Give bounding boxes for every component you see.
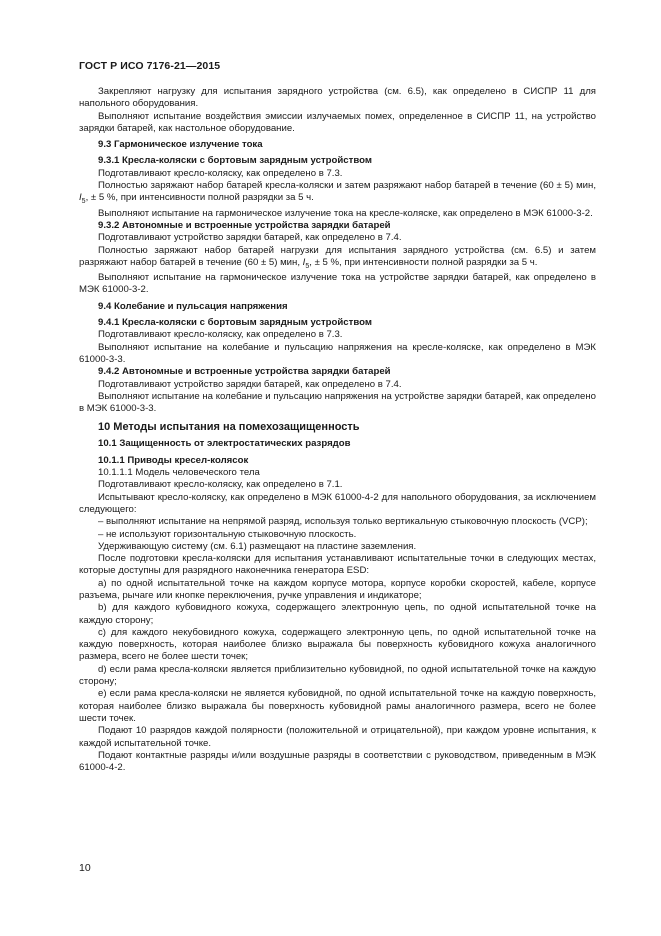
text-part: , ± 5 %, при интенсивности полной разрядки за 5 ч. bbox=[85, 192, 314, 204]
section-heading-10-1: 10.1 Защищенность от электростатических разрядов bbox=[98, 438, 351, 450]
paragraph: Подают 10 разрядов каждой полярности (положительной и отрицательной), при каждом уровне испытания, к каждой испытательной точке. bbox=[79, 725, 596, 749]
paragraph: Подготавливают устройство зарядки батарей, как определено в 7.4. bbox=[98, 378, 402, 390]
current-subscript: 5 bbox=[305, 262, 310, 270]
text-part: , ± 5 %, при интенсивности полной разрядки за 5 ч. bbox=[309, 256, 538, 268]
paragraph: Выполняют испытание на гармоническое излучение тока на устройстве зарядки батарей, как определено в МЭК 61000-3-2. bbox=[79, 272, 596, 296]
section-heading-9-4: 9.4 Колебание и пульсация напряжения bbox=[98, 300, 288, 312]
subsection-heading-9-3-2: 9.3.2 Автономные и встроенные устройства зарядки батарей bbox=[98, 219, 391, 231]
subsection-heading-9-4-2: 9.4.2 Автономные и встроенные устройства зарядки батарей bbox=[98, 366, 391, 378]
current-subscript: 5 bbox=[81, 198, 86, 206]
paragraph: Подают контактные разряды и/или воздушные разряды в соответствии с руководством, приведенным в МЭК 61000-4-2. bbox=[79, 749, 596, 774]
paragraph: Подготавливают кресло-коляску, как определено в 7.1. bbox=[98, 479, 343, 491]
current-symbol: I bbox=[79, 192, 82, 204]
page-body bbox=[79, 86, 596, 774]
section-heading-9-3: 9.3 Гармоническое излучение тока bbox=[98, 139, 263, 151]
current-symbol: I bbox=[302, 256, 306, 268]
subsection-heading-9-4-1: 9.4.1 Кресла-коляски с бортовым зарядным устройством bbox=[98, 317, 372, 329]
paragraph: Испытывают кресло-коляску, как определено в МЭК 61000-4-2 для напольного оборудования, за исключением следующего: bbox=[79, 491, 596, 515]
paragraph: Подготавливают кресло-коляску, как определено в 7.3. bbox=[98, 167, 343, 179]
list-item-dash: – не используют горизонтальную стыковочную плоскость. bbox=[98, 528, 357, 540]
paragraph: Выполняют испытание воздействия эмиссии излучаемых помех, определенное в СИСПР 11, на устройство зарядки батарей, как настольное оборудование. bbox=[79, 110, 596, 134]
page-number: 10 bbox=[79, 862, 91, 874]
subsection-heading-9-3-1: 9.3.1 Кресла-коляски с бортовым зарядным устройством bbox=[98, 155, 372, 167]
paragraph: Подготавливают кресло-коляску, как определено в 7.3. bbox=[98, 329, 343, 341]
text-part: Полностью заряжают набор батарей кресла-коляски и затем разряжают набор батарей в течение (60 ± 5) мин, bbox=[98, 180, 596, 192]
list-item-e: e) если рама кресла-коляски не является кубовидной, по одной испытательной точке на каждую поверхность, которая наиболее близко выражала бы поверхность кубовидной рамы аналогичного размера, всего не более шести точек. bbox=[79, 688, 596, 724]
list-item-a: а) по одной испытательной точке на каждом корпусе мотора, корпусе коробки скоростей, кабеле, корпусе разъема, рычаге или кнопке переключения, ручке управления и индикаторе; bbox=[79, 577, 596, 601]
paragraph: Подготавливают устройство зарядки батарей, как определено в 7.4. bbox=[98, 232, 402, 244]
paragraph-with-formula bbox=[79, 180, 596, 205]
list-item-dash: – выполняют испытание на непрямой разряд, используя только вертикальную стыковочную плоскость (VCP); bbox=[98, 516, 588, 528]
paragraph: Выполняют испытание на колебание и пульсацию напряжения на кресле-коляске, как определено в МЭК 61000-3-3. bbox=[79, 341, 596, 365]
subsubsection-heading-10-1-1-1: 10.1.1.1 Модель человеческого тела bbox=[98, 467, 260, 479]
text-part: Полностью заряжают набор батарей нагрузки для испытания зарядного устройства (см. 6.5) и затем разряжают набор батарей в течение (60 ± 5) мин, bbox=[79, 244, 596, 268]
paragraph: Удерживающую систему (см. 6.1) размещают на пластине заземления. bbox=[98, 540, 417, 552]
paragraph: Выполняют испытание на колебание и пульсацию напряжения на устройстве зарядки батарей, как определено в МЭК 61000-3-3. bbox=[79, 390, 596, 415]
paragraph-with-formula bbox=[79, 245, 596, 270]
list-item-d: d) если рама кресла-коляски является приблизительно кубовидной, по одной испытательной точке на каждую сторону; bbox=[79, 663, 596, 688]
subsection-heading-10-1-1: 10.1.1 Приводы кресел-колясок bbox=[98, 454, 249, 466]
document-header: ГОСТ Р ИСО 7176-21—2015 bbox=[79, 60, 221, 72]
list-item-c: c) для каждого некубовидного кожуха, содержащего электронную цепь, по одной испытательной точке на каждую поверхность, которая наиболее близко выражала бы поверхность кубовидного кожуха аналогичного размера, всего не более шести точек; bbox=[79, 626, 596, 663]
paragraph: Закрепляют нагрузку для испытания зарядного устройства (см. 6.5), как определено в СИСПР 11 для напольного оборудования. bbox=[79, 86, 596, 110]
paragraph: После подготовки кресла-коляски для испытания устанавливают испытательные точки в следующих местах, которые доступны для разрядного наконечника генератора ESD: bbox=[79, 553, 596, 577]
chapter-heading-10: 10 Методы испытания на помехозащищенность bbox=[98, 421, 360, 434]
list-item-b: b) для каждого кубовидного кожуха, содержащего электронную цепь, по одной испытательной точке на каждую сторону; bbox=[79, 602, 596, 626]
paragraph: Выполняют испытание на гармоническое излучение тока на кресле-коляске, как определено в МЭК 61000-3-2. bbox=[98, 207, 593, 219]
